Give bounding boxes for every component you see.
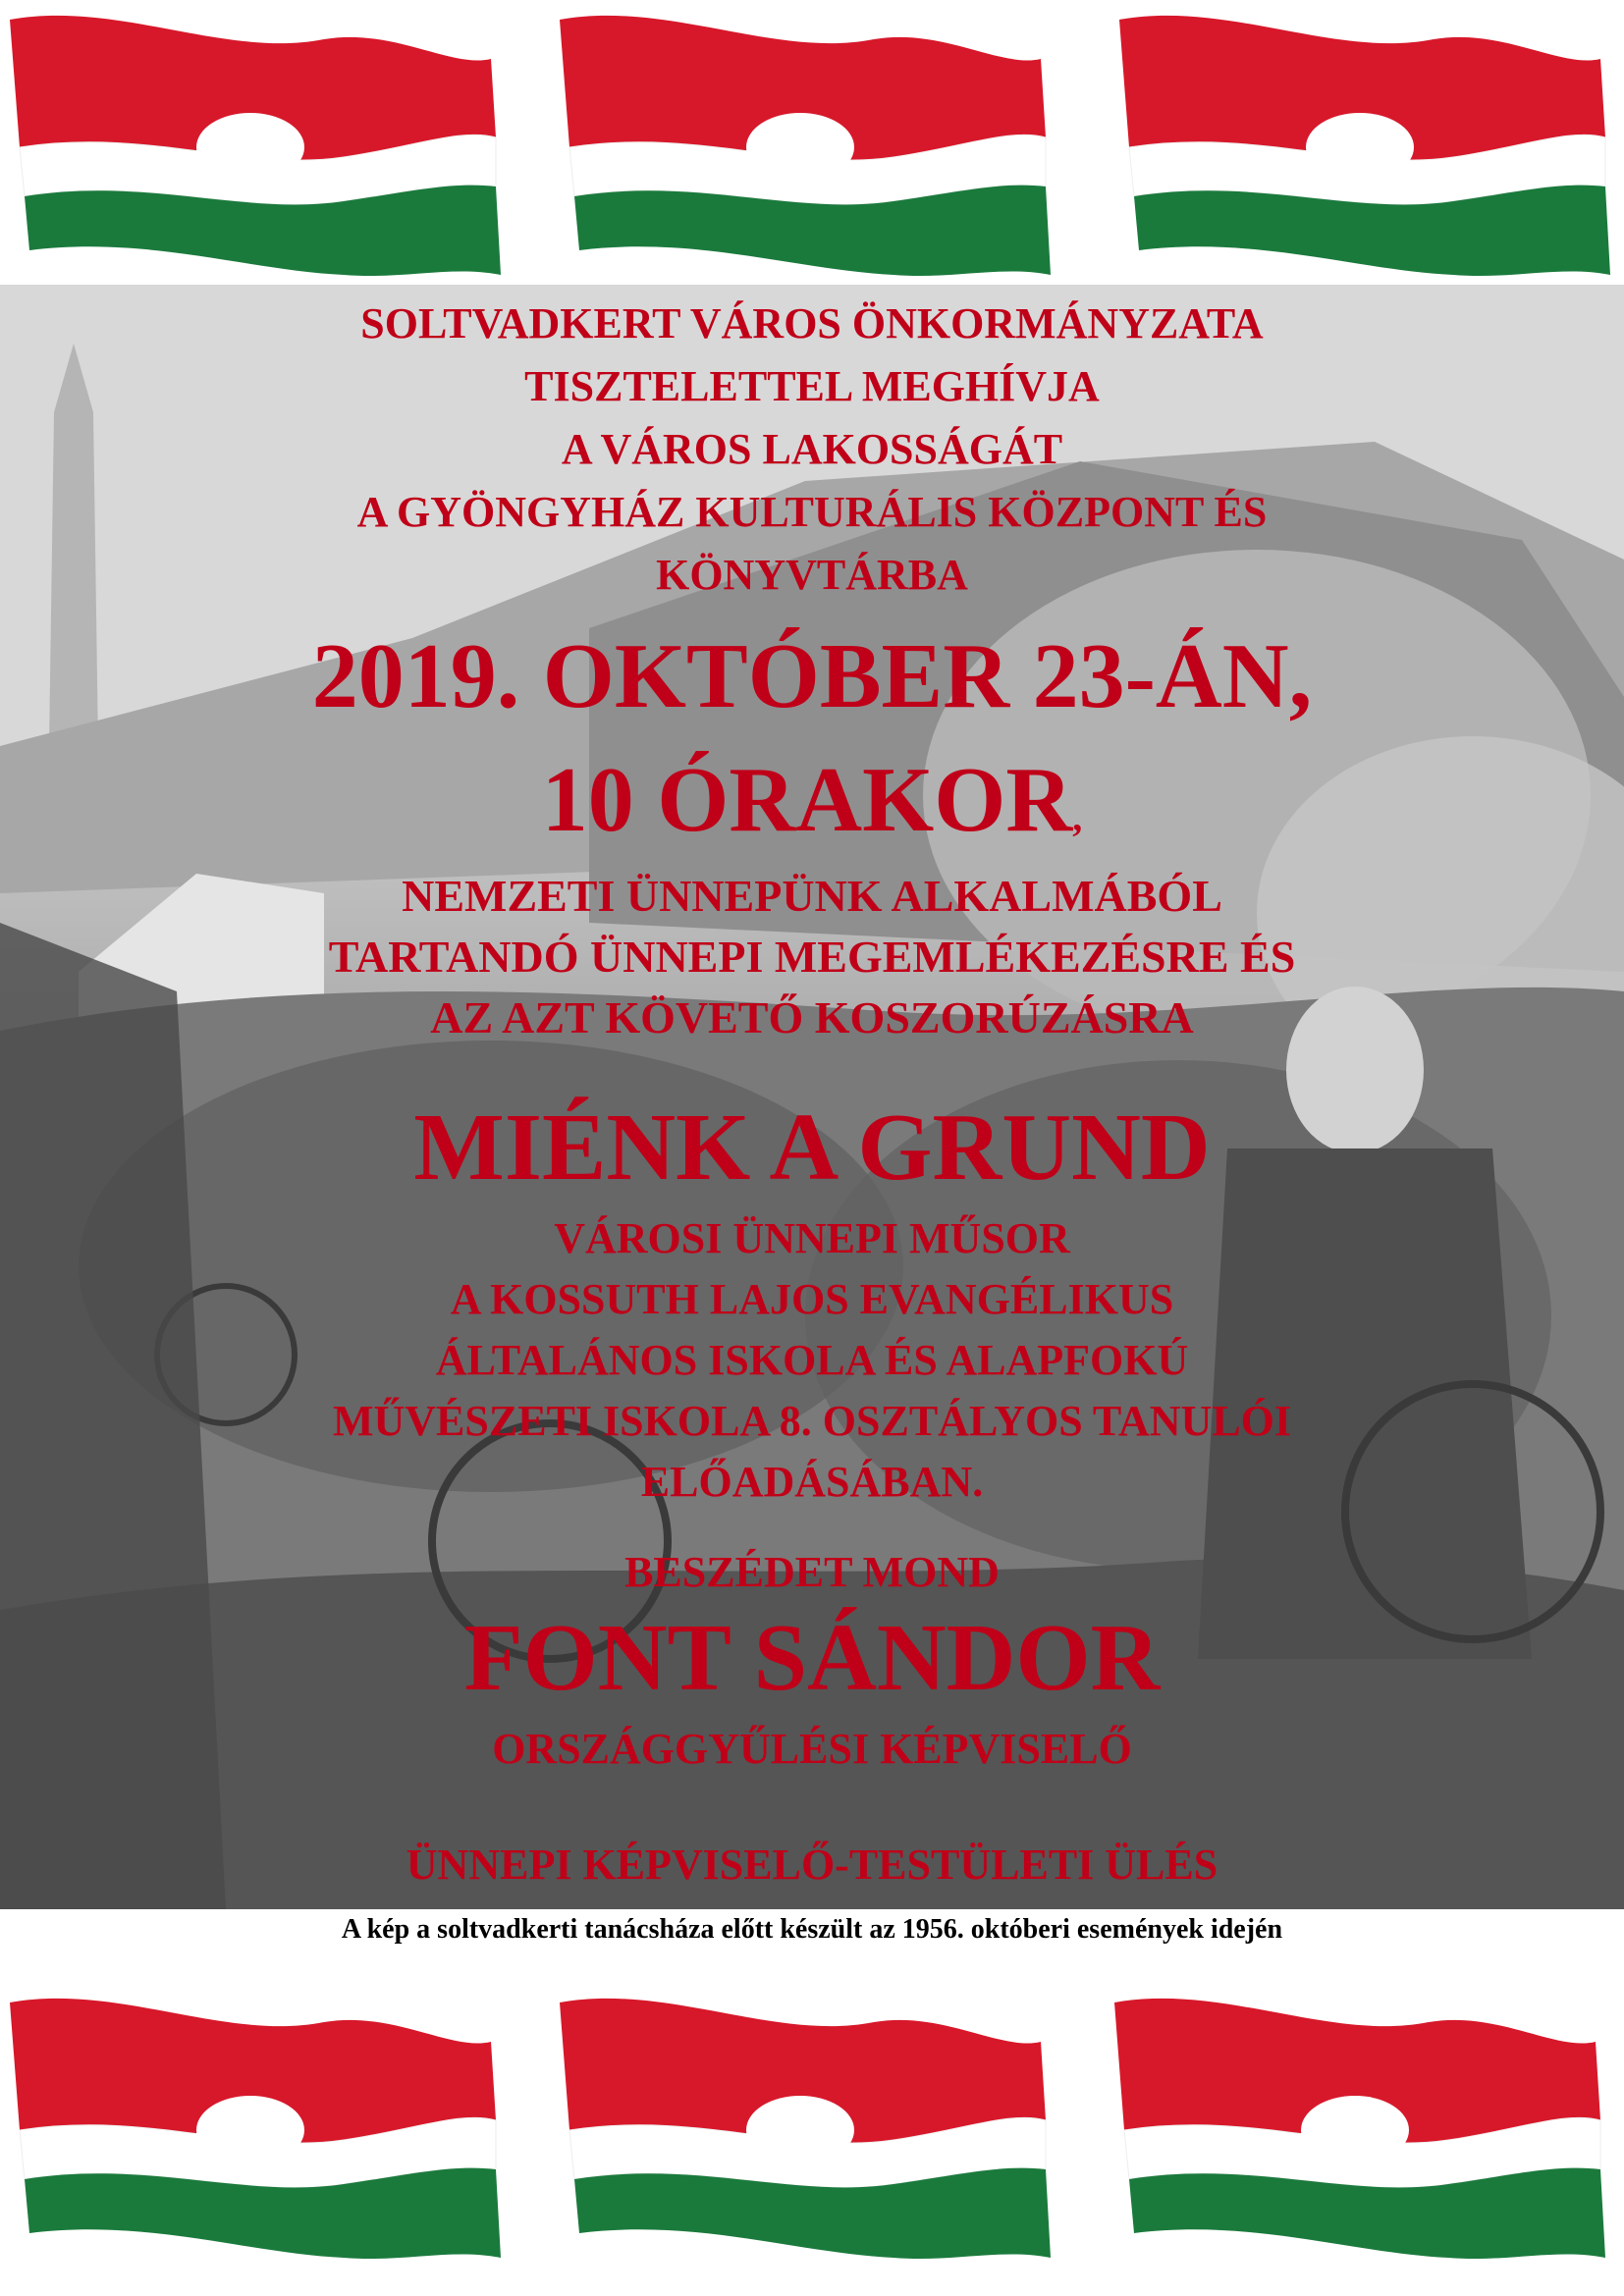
event-date: 2019. OKTÓBER 23-ÁN, (311, 625, 1313, 727)
invitation-line-3: A VÁROS LAKOSSÁGÁT (561, 425, 1063, 473)
hungarian-flag-icon (0, 0, 511, 285)
meeting-title: ÜNNEPI KÉPVISELŐ-TESTÜLETI ÜLÉS (406, 1841, 1218, 1889)
invitation-text (0, 285, 1624, 1909)
event-time (0, 749, 1624, 851)
hungarian-flag-icon (1110, 0, 1620, 285)
hungarian-flag-icon (550, 0, 1060, 285)
invitation-line-1: SOLTVADKERT VÁROS ÖNKORMÁNYZATA (360, 299, 1264, 347)
hungarian-flag-icon (1105, 1983, 1615, 2268)
program-line-1: VÁROSI ÜNNEPI MŰSOR (554, 1214, 1070, 1262)
invitation-line-2: TISZTELETTEL MEGHÍVJA (524, 362, 1100, 410)
hungarian-flag-icon (0, 1983, 511, 2268)
speaker-name: FONT SÁNDOR (463, 1605, 1161, 1711)
program-line-5: ELŐADÁSÁBAN. (640, 1458, 984, 1506)
photo-caption: A kép a soltvadkerti tanácsháza előtt készült az 1956. októberi események idején (341, 1914, 1283, 1945)
invitation-line-4: A GYÖNGYHÁZ KULTURÁLIS KÖZPONT ÉS (356, 488, 1268, 536)
program-line-2: A KOSSUTH LAJOS EVANGÉLIKUS (450, 1275, 1174, 1323)
program-line-4: MŰVÉSZETI ISKOLA 8. OSZTÁLYOS TANULÓI (332, 1397, 1292, 1445)
event-time-comma: , (1072, 795, 1083, 839)
occasion-line-3: AZ AZT KÖVETŐ KOSZORÚZÁSRA (430, 992, 1194, 1042)
occasion-line-1: NEMZETI ÜNNEPÜNK ALKALMÁBÓL (402, 871, 1222, 921)
speaker-role: ORSZÁGGYŰLÉSI KÉPVISELŐ (492, 1725, 1132, 1773)
program-title: MIÉNK A GRUND (413, 1095, 1211, 1201)
invitation-line-5: KÖNYVTÁRBA (656, 551, 968, 599)
program-line-3: ÁLTALÁNOS ISKOLA ÉS ALAPFOKÚ (435, 1336, 1189, 1384)
event-time-value: 10 ÓRAKOR (541, 749, 1073, 851)
speaker-intro: BESZÉDET MOND (624, 1548, 1000, 1596)
occasion-line-2: TARTANDÓ ÜNNEPI MEGEMLÉKEZÉSRE ÉS (328, 932, 1296, 982)
hungarian-flag-icon (550, 1983, 1060, 2268)
